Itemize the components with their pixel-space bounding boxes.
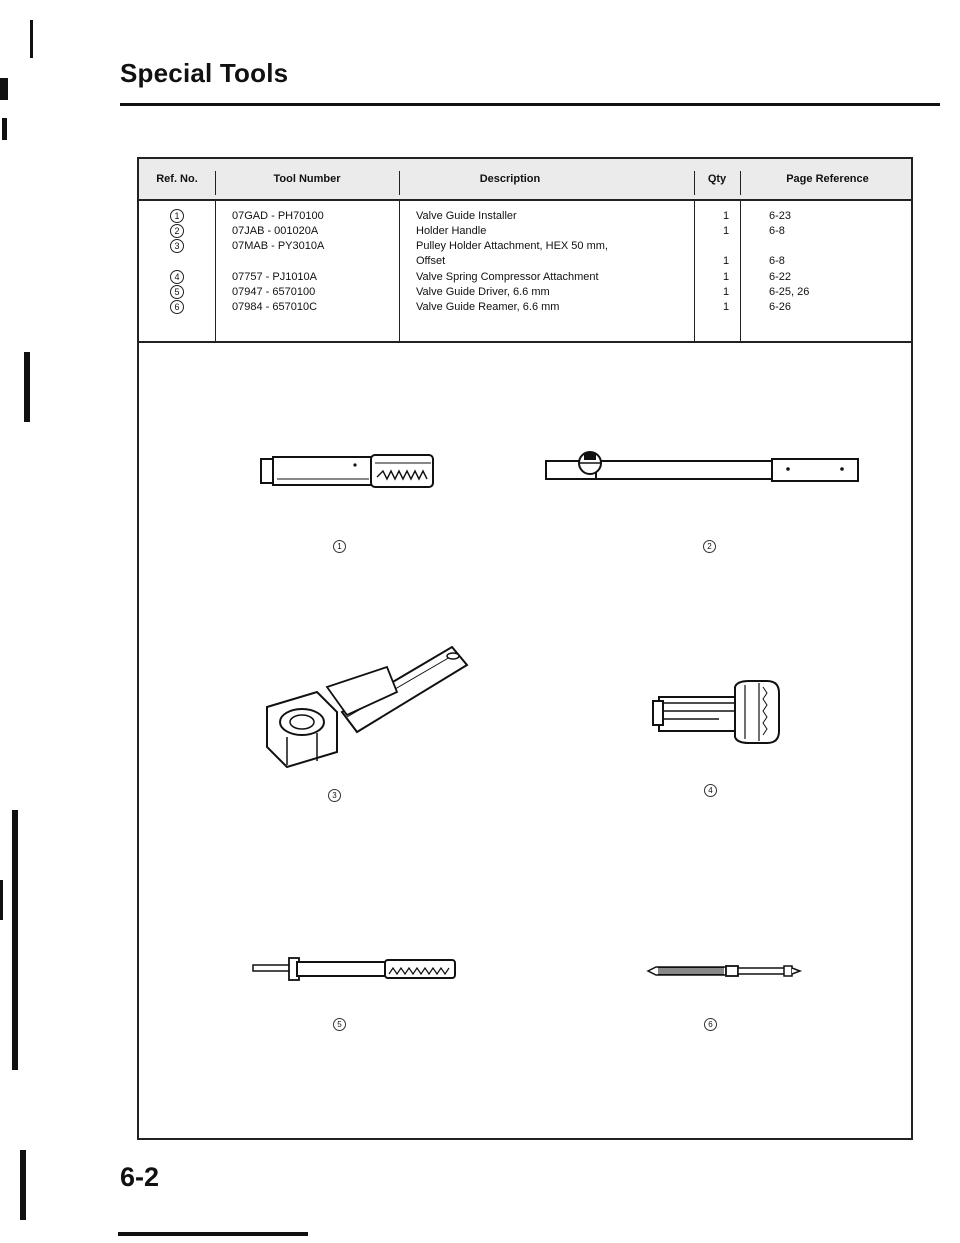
header-qty: Qty <box>707 173 727 185</box>
page-title: Special Tools <box>120 58 289 88</box>
title-rule <box>120 103 940 106</box>
column-divider <box>399 201 400 341</box>
tool-description-continued: Offset <box>416 255 446 267</box>
tool-qty: 1 <box>723 210 730 222</box>
tool-number: 07947 - 6570100 <box>232 286 316 298</box>
page-number: 6-2 <box>120 1162 160 1192</box>
binding-mark <box>20 1150 26 1220</box>
figure-label: 1 <box>333 540 346 553</box>
holder-handle-icon <box>544 449 864 489</box>
tool-number: 07MAB - PY3010A <box>232 240 325 252</box>
tool-number: 07984 - 657010C <box>232 301 318 313</box>
tool-description: Valve Spring Compressor Attachment <box>416 271 599 283</box>
tool-number: 07GAD - PH70100 <box>232 210 324 222</box>
table-body-rule <box>139 341 911 343</box>
column-divider <box>740 201 741 341</box>
tool-page-reference: 6-8 <box>769 225 785 237</box>
binding-mark <box>12 810 18 1070</box>
tool-qty: 1 <box>723 255 730 267</box>
tool-description: Pulley Holder Attachment, HEX 50 mm, <box>416 240 608 252</box>
tool-qty: 1 <box>723 271 730 283</box>
ref-number: 6 <box>170 300 184 314</box>
valve-guide-reamer-icon <box>646 959 806 983</box>
binding-mark <box>24 352 30 422</box>
figure-label: 5 <box>333 1018 346 1031</box>
header-page-reference: Page Reference <box>786 173 869 185</box>
binding-mark <box>2 118 7 140</box>
column-divider <box>694 201 695 341</box>
bottom-rule <box>118 1232 308 1236</box>
tool-qty: 1 <box>723 286 730 298</box>
header-tool-number: Tool Number <box>273 173 341 185</box>
tool-page-reference: 6-23 <box>769 210 792 222</box>
column-divider <box>215 201 216 341</box>
figure-label: 6 <box>704 1018 717 1031</box>
header-description: Description <box>479 173 541 185</box>
tool-number: 07757 - PJ1010A <box>232 271 318 283</box>
figure-label: 4 <box>704 784 717 797</box>
ref-number: 2 <box>170 224 184 238</box>
valve-spring-compressor-attachment-icon <box>649 679 789 749</box>
tool-description: Holder Handle <box>416 225 487 237</box>
ref-number: 4 <box>170 270 184 284</box>
ref-number: 3 <box>170 239 184 253</box>
header-ref-no: Ref. No. <box>156 173 198 185</box>
table-header <box>139 159 911 201</box>
ref-number: 5 <box>170 285 184 299</box>
tool-page-reference: 6-8 <box>769 255 785 267</box>
tool-description: Valve Guide Driver, 6.6 mm <box>416 286 550 298</box>
tool-number: 07JAB - 001020A <box>232 225 319 237</box>
figure-label: 3 <box>328 789 341 802</box>
binding-mark <box>30 20 33 58</box>
ref-number: 1 <box>170 209 184 223</box>
pulley-holder-attachment-icon <box>247 637 487 772</box>
figure-label: 2 <box>703 540 716 553</box>
tool-page-reference: 6-25, 26 <box>769 286 810 298</box>
tool-qty: 1 <box>723 225 730 237</box>
tool-page-reference: 6-22 <box>769 271 792 283</box>
valve-guide-installer-icon <box>259 449 439 489</box>
binding-mark <box>0 880 3 920</box>
tool-page-reference: 6-26 <box>769 301 792 313</box>
binding-mark <box>0 78 8 100</box>
valve-guide-driver-icon <box>251 954 461 984</box>
tool-qty: 1 <box>723 301 730 313</box>
tool-description: Valve Guide Installer <box>416 210 517 222</box>
tool-description: Valve Guide Reamer, 6.6 mm <box>416 301 560 313</box>
tools-table <box>137 157 913 1140</box>
